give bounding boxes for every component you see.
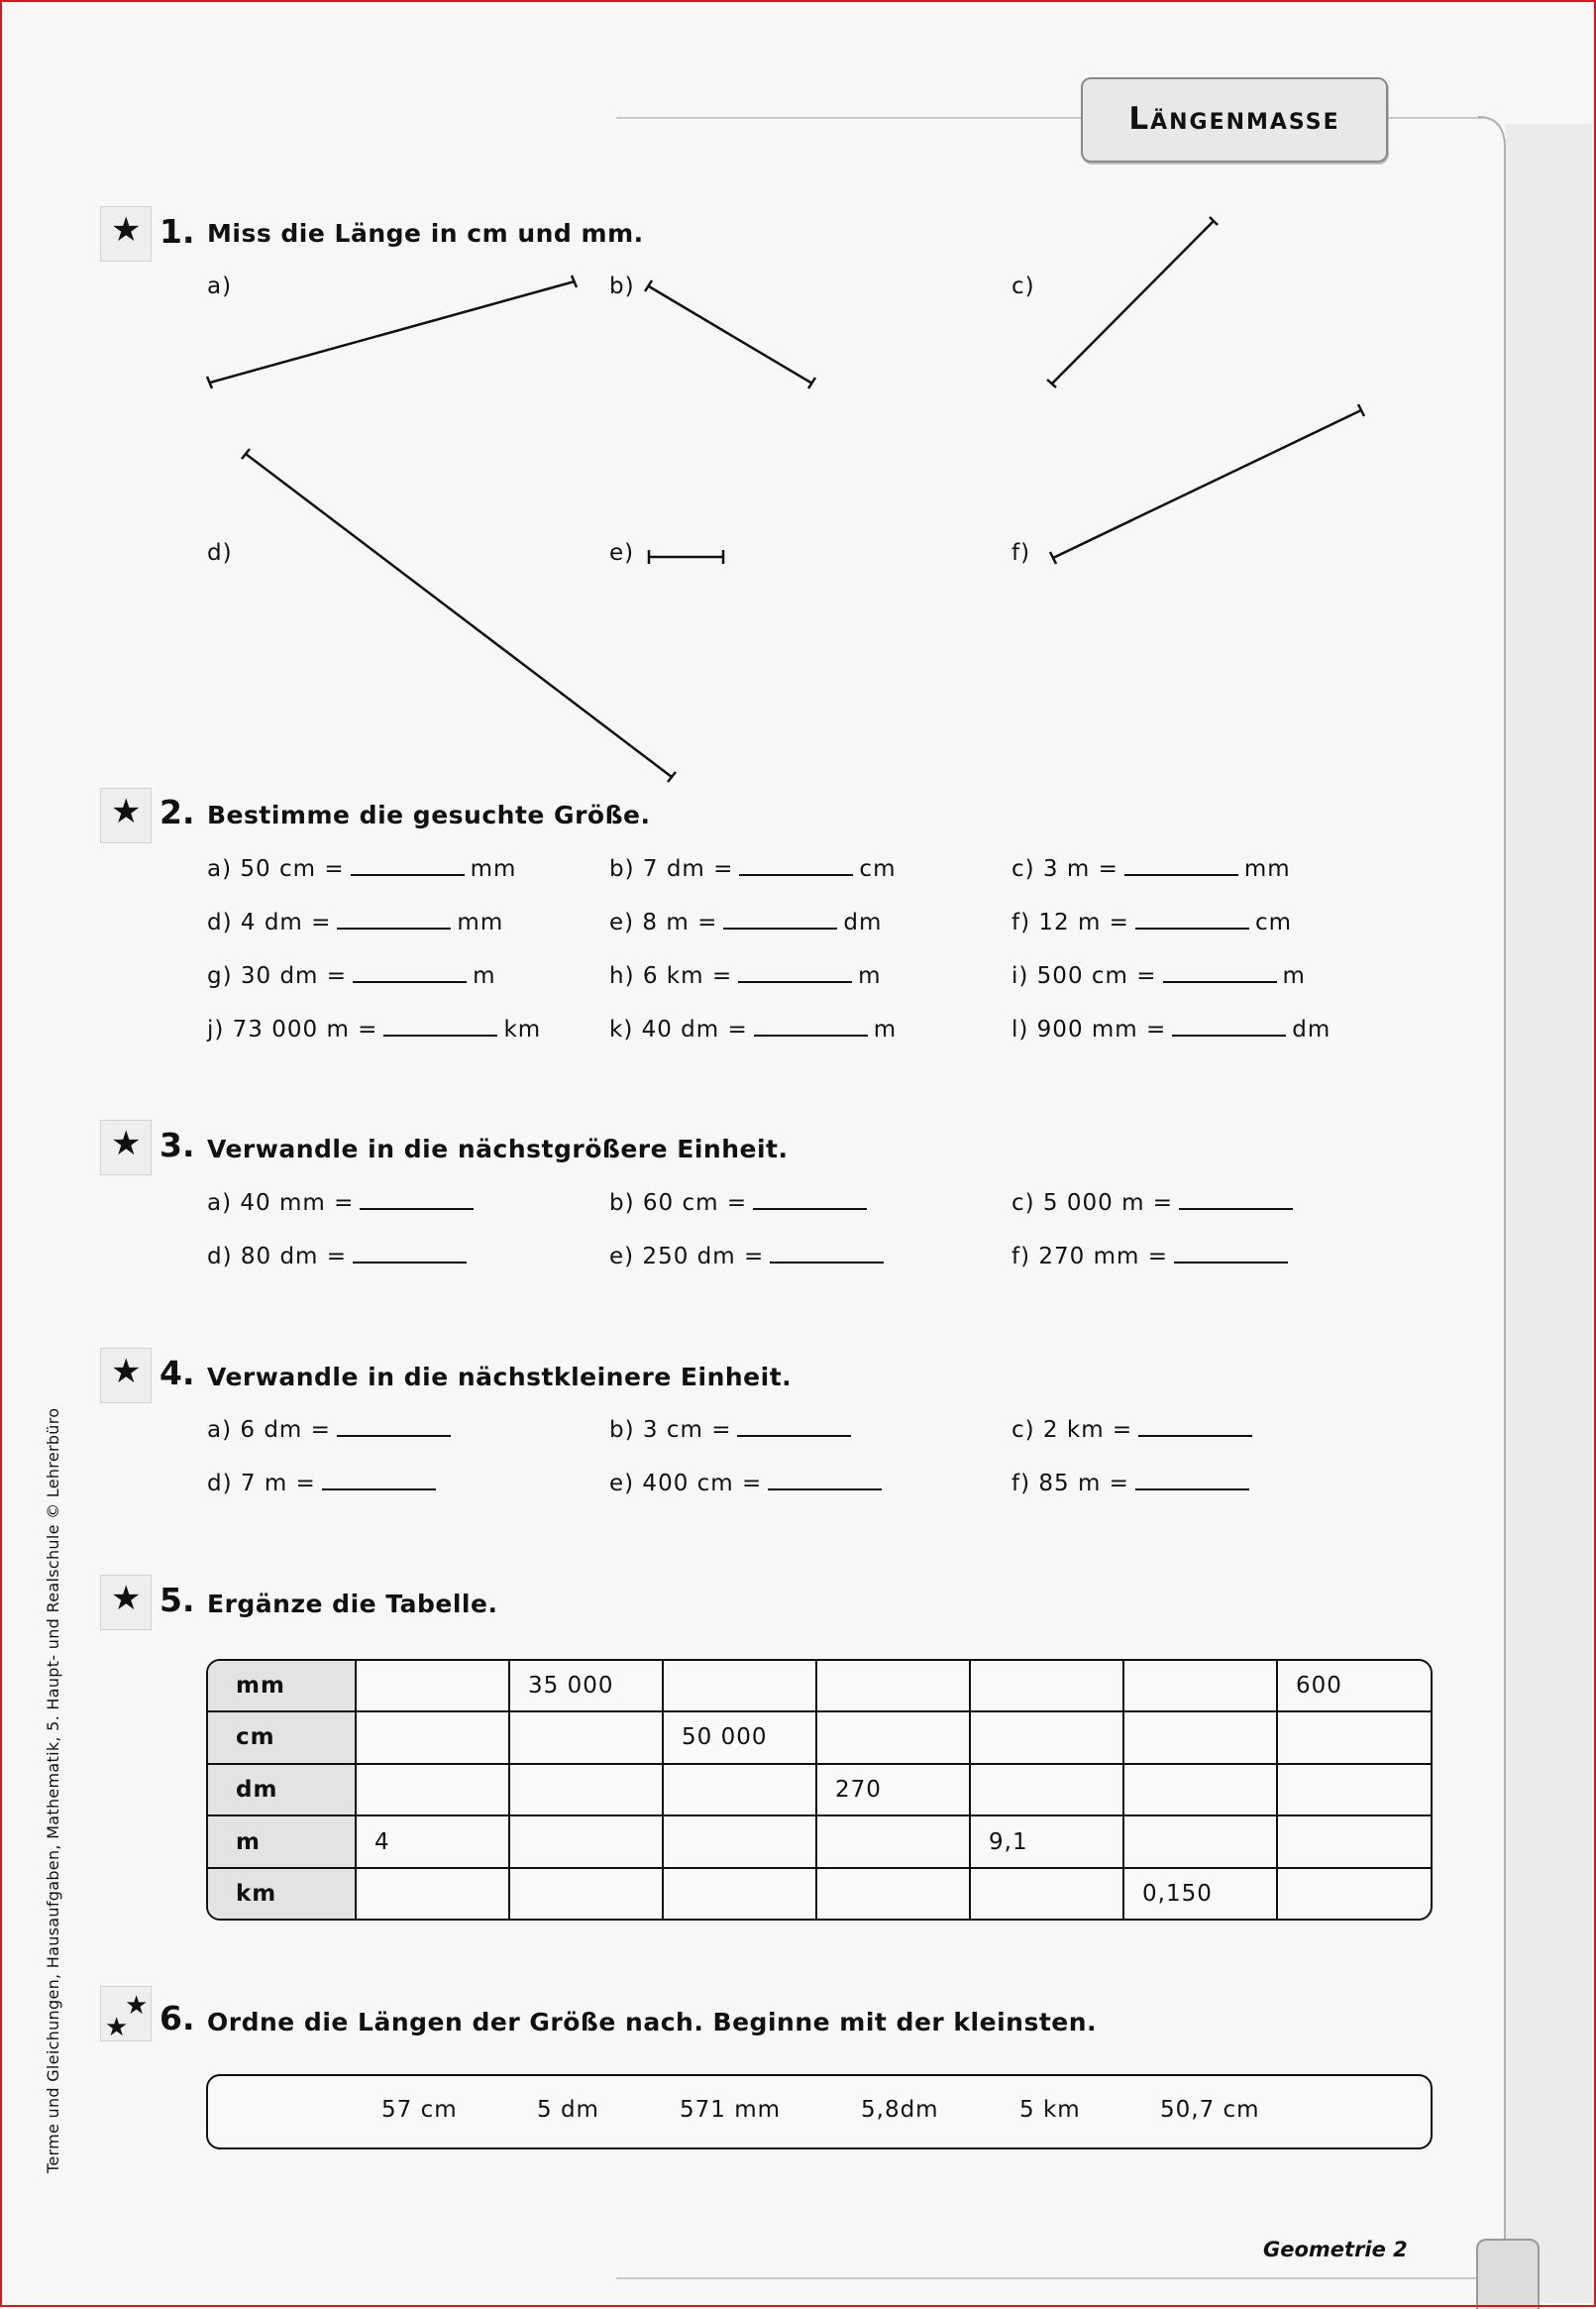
exercise-item: a) 40 mm = <box>207 1190 479 1216</box>
task-number: 1. <box>160 212 195 251</box>
star-icon: ★ <box>125 1991 149 2021</box>
unit-header-cell: m <box>208 1815 356 1868</box>
length-value: 57 cm <box>381 2097 458 2123</box>
task-number: 4. <box>160 1354 195 1392</box>
item-label: e) <box>609 540 635 566</box>
exercise-item: f) 12 m = cm <box>1011 910 1293 935</box>
unit-header-cell: cm <box>208 1711 356 1764</box>
exercise-item: a) 50 cm = mm <box>207 856 517 882</box>
exercise-item: e) 400 cm = <box>609 1471 888 1496</box>
star-icon: ★ <box>111 1124 142 1163</box>
exercise-item: f) 85 m = <box>1011 1471 1255 1496</box>
task-title: Bestimme die gesuchte Größe. <box>207 801 651 829</box>
exercise-item: d) 4 dm = mm <box>207 910 504 935</box>
table-cell: 600 <box>1277 1661 1431 1711</box>
table-cell: 4 <box>356 1815 509 1868</box>
task-number: 2. <box>160 793 195 831</box>
task-number: 3. <box>160 1126 195 1164</box>
length-value: 571 mm <box>680 2097 782 2123</box>
star-icon: ★ <box>111 792 142 831</box>
exercise-item: a) 6 dm = <box>207 1417 457 1443</box>
item-label: d) <box>207 540 233 566</box>
exercise-item: h) 6 km = m <box>609 963 882 989</box>
star-icon: ★ <box>105 2013 129 2042</box>
task-number: 5. <box>160 1581 195 1619</box>
exercise-item: c) 5 000 m = <box>1011 1190 1299 1216</box>
exercise-item: d) 80 dm = <box>207 1244 473 1269</box>
table-cell: 0,150 <box>1123 1868 1277 1919</box>
page-title: Längenmasse <box>1128 101 1340 137</box>
exercise-item: b) 3 cm = <box>609 1417 857 1443</box>
task-title: Verwandle in die nächstkleinere Einheit. <box>207 1363 793 1391</box>
length-value: 50,7 cm <box>1160 2097 1260 2123</box>
exercise-item: b) 7 dm = cm <box>609 856 897 882</box>
length-value: 5 dm <box>537 2097 599 2123</box>
exercise-item: k) 40 dm = m <box>609 1017 898 1043</box>
exercise-item: c) 2 km = <box>1011 1417 1258 1443</box>
length-value: 5,8dm <box>861 2097 939 2123</box>
item-label: c) <box>1011 274 1035 299</box>
unit-header-cell: dm <box>208 1764 356 1816</box>
table-cell: 270 <box>816 1764 970 1816</box>
exercise-item: b) 60 cm = <box>609 1190 873 1216</box>
copyright-note: Terme und Gleichungen, Hausaufgaben, Mathematik, 5. Haupt- und Realschule © Lehrerbüro <box>44 1407 62 2173</box>
item-label: a) <box>207 274 233 299</box>
unit-header-cell: km <box>208 1868 356 1919</box>
table-cell: 50 000 <box>663 1711 816 1764</box>
table-cell: 9,1 <box>970 1815 1123 1868</box>
exercise-item: g) 30 dm = m <box>207 963 496 989</box>
exercise-item: l) 900 mm = dm <box>1011 1017 1331 1043</box>
table-cell: 35 000 <box>509 1661 663 1711</box>
exercise-item: j) 73 000 m = km <box>207 1017 542 1043</box>
exercise-item: f) 270 mm = <box>1011 1244 1294 1269</box>
star-icon: ★ <box>111 210 142 250</box>
star-icon: ★ <box>111 1579 142 1618</box>
item-label: b) <box>609 274 635 299</box>
task-number: 6. <box>160 1999 195 2037</box>
exercise-item: e) 250 dm = <box>609 1244 890 1269</box>
star-icon: ★ <box>111 1352 142 1391</box>
exercise-item: e) 8 m = dm <box>609 910 883 935</box>
task-title: Ergänze die Tabelle. <box>207 1590 498 1618</box>
unit-header-cell: mm <box>208 1661 356 1711</box>
exercise-item: c) 3 m = mm <box>1011 856 1291 882</box>
section-label: Geometrie 2 <box>1263 2238 1408 2261</box>
length-value: 5 km <box>1019 2097 1081 2123</box>
exercise-item: d) 7 m = <box>207 1471 442 1496</box>
task-title: Ordne die Längen der Größe nach. Beginne mit der kleinsten. <box>207 2008 1098 2036</box>
task-title: Miss die Länge in cm und mm. <box>207 219 644 248</box>
item-label: f) <box>1011 540 1031 566</box>
task-title: Verwandle in die nächstgrößere Einheit. <box>207 1135 789 1163</box>
exercise-item: i) 500 cm = m <box>1011 963 1306 989</box>
